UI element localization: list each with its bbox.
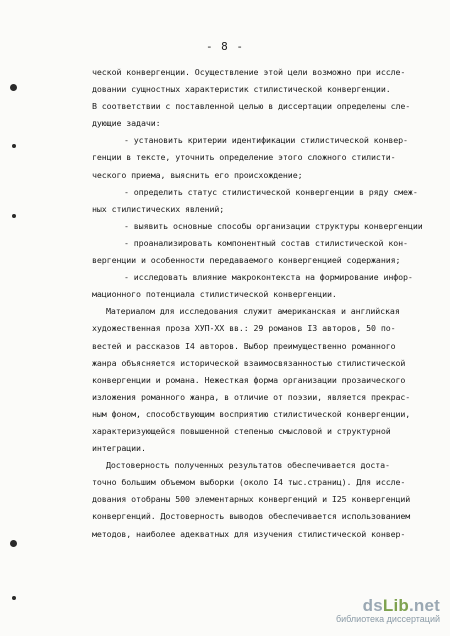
text-line: изложения романного жанра, в отличие от поэзии, является прекрас- <box>92 391 411 402</box>
watermark-logo-net: .net <box>408 596 440 615</box>
text-line: генции в тексте, уточнить определение этого сложного стилисти- <box>92 152 396 163</box>
watermark-logo-lib: Lib <box>382 596 409 615</box>
punch-hole-mark <box>10 540 17 547</box>
page-number: - 8 - <box>205 40 245 53</box>
text-line: - исследовать влияние макроконтекста на формирование инфор- <box>124 272 413 283</box>
text-line: художественная проза ХУП-ХХ вв.: 29 романов I3 авторов, 50 по- <box>92 323 396 334</box>
text-line: жанра объясняется исторической взаимосвязанностью стилистической <box>92 357 406 368</box>
punch-hole-mark <box>10 84 17 91</box>
text-line: конвергенции и романа. Нежесткая форма организации прозаического <box>92 374 406 385</box>
text-line: ческой конвергенции. Осуществление этой цели возможно при иссле- <box>92 67 406 77</box>
text-line: конвергенций. Достоверность выводов обеспечивается использованием <box>92 511 411 522</box>
text-line: - установить критерии идентификации стилистической конвер- <box>124 135 408 146</box>
text-line: точно большим объемом выборки (около I4 тыс.страниц). Для иссле- <box>92 477 406 488</box>
text-line: - выявить основные способы организации структуры конвергенции <box>124 220 423 231</box>
text-line: дования отобраны 500 элементарных конвергенций и I25 конвергенций <box>92 494 411 505</box>
text-line: - определить статус стилистической конвергенции в ряду смеж- <box>124 186 418 197</box>
text-line: Материалом для исследования служит американская и английская <box>106 306 400 317</box>
watermark-logo-ds: ds <box>362 596 383 615</box>
text-line: ных стилистических явлений; <box>92 203 225 214</box>
punch-hole-mark <box>12 214 16 218</box>
watermark-subtitle: библиотека диссертаций <box>335 614 440 624</box>
text-line: ческого приема, выяснить его происхождение; <box>92 169 303 180</box>
text-line: характеризующейся повышенной степенью смысловой и структурной <box>92 425 391 436</box>
text-line: вестей и рассказов I4 авторов. Выбор преимущественно романного <box>92 340 396 351</box>
text-line: Достоверность полученных результатов обеспечивается доста- <box>106 460 390 471</box>
text-line: довании сущностных характеристик стилистической конвергенции. <box>92 84 391 95</box>
text-line: - проанализировать компонентный состав стилистической кон- <box>124 237 408 248</box>
document-body <box>92 64 442 543</box>
watermark <box>336 596 440 624</box>
text-line: методов, наиболее адекватных для изучения стилистической конвер- <box>92 528 406 539</box>
punch-hole-mark <box>12 144 16 148</box>
text-line: мационного потенциала стилистической конвергенции. <box>92 289 337 300</box>
text-line: ным фоном, способствующим восприятию стилистической конвергенции, <box>92 408 411 419</box>
text-line: интеграции. <box>92 443 146 454</box>
text-line: В соответствии с поставленной целью в диссертации определены сле- <box>92 101 411 112</box>
watermark-logo <box>336 596 440 616</box>
text-line: дующие задачи: <box>92 118 161 129</box>
punch-hole-mark <box>12 596 16 600</box>
text-line: вергенции и особенности передаваемого конвергенцией содержания; <box>92 255 401 266</box>
